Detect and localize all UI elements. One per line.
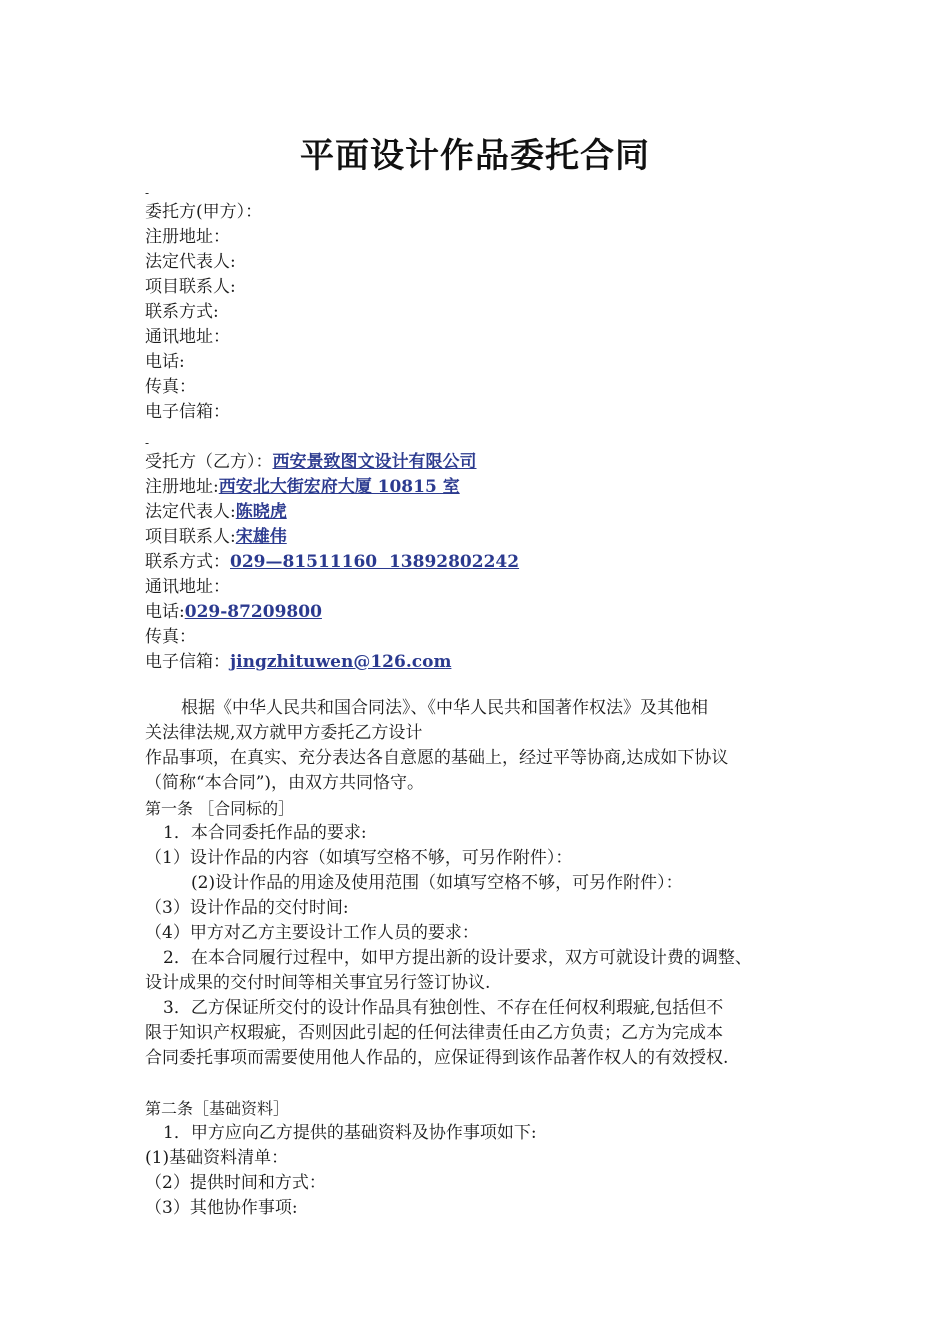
article-2-section [145,1096,835,1221]
party-b-section [145,436,835,675]
article-1-line: 合同委托事项而需要使用他人作品的，应保证得到该作品著作权人的有效授权. [145,1048,729,1068]
party-b-address-row [145,475,835,500]
party-b-legal-rep-label: 法定代表人: [145,502,236,522]
party-b-phone-row [145,600,835,625]
party-a-phone-label: 电话: [145,352,185,372]
preamble-line: 作品事项，在真实、充分表达各自意愿的基础上，经过平等协商,达成如下协议 [145,748,729,768]
article-2-line: (1)基础资料清单： [145,1148,289,1168]
preamble-line: 根据《中华人民共和国合同法》、《中华人民共和国著作权法》及其他相 [181,698,708,718]
article-2-line: 1．甲方应向乙方提供的基础资料及协作事项如下: [163,1123,537,1143]
article-1-line: （4）甲方对乙方主要设计工作人员的要求： [145,923,479,943]
article-1-line: (2)设计作品的用途及使用范围（如填写空格不够，可另作附件）： [191,873,683,893]
preamble-line: （简称“本合同”)，由双方共同恪守。 [145,773,425,793]
party-b-legal-rep-row [145,500,835,525]
article-1-line: 限于知识产权瑕疵，否则因此引起的任何法律责任由乙方负责；乙方为完成本 [145,1023,723,1043]
party-b-address-value: 西安北大街宏府大厦 10815 室 [218,477,460,497]
party-b-contact-method-row [145,550,835,575]
party-b-dash: - [145,436,150,450]
party-a-address-label: 注册地址： [145,227,230,247]
party-b-phone-label: 电话: [145,602,185,622]
party-b-contact-person-label: 项目联系人: [145,527,236,547]
article-2-line: （2）提供时间和方式： [145,1173,326,1193]
party-b-phone-value: 029-87209800 [184,602,322,622]
party-a-section [145,186,835,425]
party-b-address-label: 注册地址: [145,477,219,497]
article-1-line: （1）设计作品的内容（如填写空格不够，可另作附件）： [145,848,573,868]
party-b-fax-label: 传真： [145,627,196,647]
party-b-name-label: 受托方（乙方）： [145,452,273,472]
party-a-contact-person-label: 项目联系人: [145,277,236,297]
party-b-contact-method-label: 联系方式： [145,552,230,572]
article-2-heading: 第二条［基础资料］ [145,1099,290,1118]
article-1-line: （3）设计作品的交付时间: [145,898,349,918]
party-a-name-label: 委托方(甲方）： [145,202,263,222]
party-b-name-row [145,450,835,475]
party-b-mail-address-label: 通讯地址： [145,577,230,597]
party-a-dash: - [145,186,150,200]
article-1-line: 2．在本合同履行过程中，如甲方提出新的设计要求，双方可就设计费的调整、 [163,948,752,968]
party-b-legal-rep-value: 陈晓虎 [235,502,287,522]
party-b-contact-person-value: 宋雄伟 [235,527,287,547]
article-1-line: 3．乙方保证所交付的设计作品具有独创性、不存在任何权利瑕疵,包括但不 [163,998,724,1018]
party-b-email-row [145,650,835,675]
party-b-email-value: jingzhituwen@126.com [230,652,452,672]
document-title: 平面设计作品委托合同 [300,136,650,176]
article-1-line: 1．本合同委托作品的要求: [163,823,367,843]
party-b-contact-method-value: 029—81511160 13892802242 [230,552,520,572]
article-1-line: 设计成果的交付时间等相关事宜另行签订协议. [145,973,491,993]
party-b-email-label: 电子信箱： [145,652,230,672]
party-a-mail-address-label: 通讯地址： [145,327,230,347]
party-a-fax-label: 传真： [145,377,196,397]
party-a-contact-method-label: 联系方式: [145,302,219,322]
article-2-line: （3）其他协作事项: [145,1198,298,1218]
party-a-email-label: 电子信箱： [145,402,230,422]
article-1-heading: 第一条 ［合同标的］ [145,799,295,818]
party-a-legal-rep-label: 法定代表人: [145,252,236,272]
preamble-section [145,696,835,796]
preamble-line: 关法律法规,双方就甲方委托乙方设计 [145,723,423,743]
party-b-contact-person-row [145,525,835,550]
article-1-section [145,796,835,1071]
party-b-name-value: 西安景致图文设计有限公司 [272,452,477,472]
